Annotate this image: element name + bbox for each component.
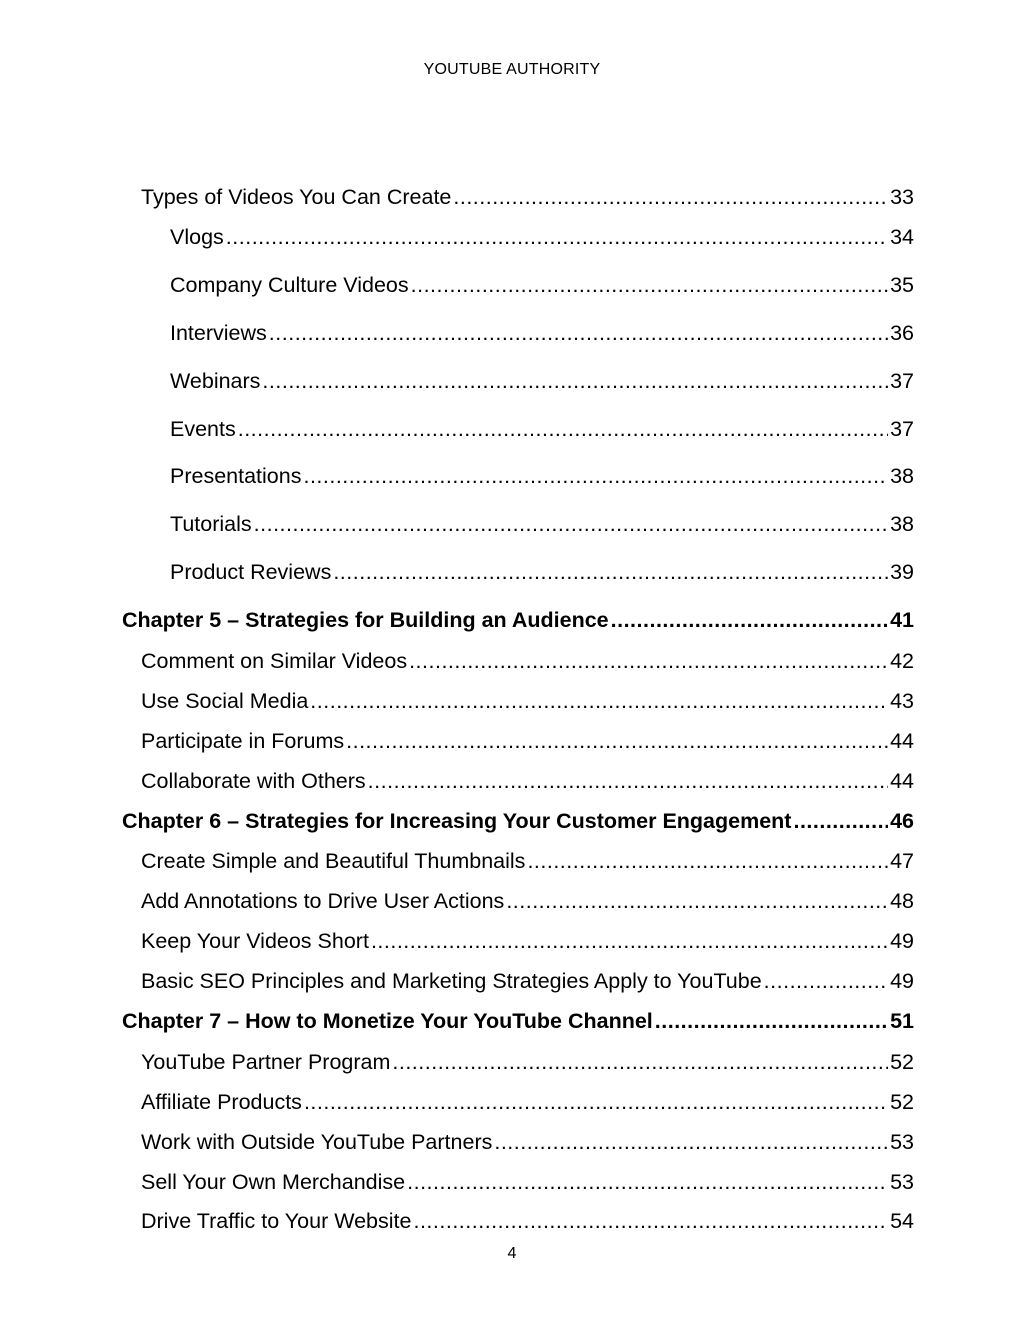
- toc-leader-dots: [409, 648, 888, 674]
- toc-leader-dots: [269, 320, 888, 346]
- toc-entry-title: Company Culture Videos: [170, 273, 409, 297]
- toc-entry[interactable]: [170, 416, 914, 442]
- toc-entry-title: Basic SEO Principles and Marketing Strategies Apply to YouTube: [141, 969, 762, 993]
- toc-entry-page: 37: [890, 417, 914, 441]
- toc-entry-page: 46: [890, 809, 914, 833]
- toc-entry-title: Presentations: [170, 464, 302, 488]
- toc-leader-dots: [226, 224, 888, 250]
- toc-entry[interactable]: [170, 559, 914, 585]
- page-header: YOUTUBE AUTHORITY: [423, 61, 601, 78]
- toc-chapter-entry[interactable]: [122, 607, 914, 633]
- toc-entry-title: Vlogs: [170, 225, 224, 249]
- toc-leader-dots: [304, 1089, 888, 1115]
- toc-entry-page: 49: [890, 929, 914, 953]
- toc-entry-title: Create Simple and Beautiful Thumbnails: [141, 849, 526, 873]
- toc-entry-page: 49: [890, 969, 914, 993]
- toc-entry-title: Webinars: [170, 369, 261, 393]
- toc-entry[interactable]: [141, 688, 914, 714]
- toc-entry-title: Sell Your Own Merchandise: [141, 1170, 406, 1194]
- toc-leader-dots: [303, 463, 888, 489]
- toc-entry-page: 33: [890, 185, 914, 209]
- toc-entry[interactable]: [141, 648, 914, 674]
- toc-leader-dots: [238, 416, 888, 442]
- toc-entry[interactable]: [141, 968, 914, 994]
- toc-leader-dots: [346, 728, 888, 754]
- toc-entry[interactable]: [170, 463, 914, 489]
- toc-entry-page: 53: [890, 1170, 914, 1194]
- toc-entry-title: Affiliate Products: [141, 1090, 302, 1114]
- toc-entry-title: Events: [170, 417, 236, 441]
- toc-leader-dots: [371, 928, 888, 954]
- toc-leader-dots: [310, 688, 888, 714]
- toc-entry-page: 35: [890, 273, 914, 297]
- toc-entry-title: YouTube Partner Program: [141, 1050, 391, 1074]
- toc-entry-title: Keep Your Videos Short: [141, 929, 369, 953]
- toc-entry-title: Work with Outside YouTube Partners: [141, 1130, 493, 1154]
- toc-entry[interactable]: [141, 768, 914, 794]
- toc-entry-page: 53: [890, 1130, 914, 1154]
- toc-entry-page: 41: [890, 608, 914, 632]
- toc-leader-dots: [527, 848, 888, 874]
- toc-entry-title: Comment on Similar Videos: [141, 649, 408, 673]
- toc-leader-dots: [407, 1169, 888, 1195]
- toc-entry-page: 52: [890, 1050, 914, 1074]
- toc-entry-page: 36: [890, 321, 914, 345]
- toc-leader-dots: [368, 768, 888, 794]
- toc-entry-page: 47: [890, 849, 914, 873]
- toc-entry-page: 51: [890, 1009, 914, 1033]
- toc-entry-page: 38: [890, 464, 914, 488]
- toc-entry-page: 54: [890, 1209, 914, 1233]
- toc-leader-dots: [494, 1129, 888, 1155]
- toc-leader-dots: [333, 559, 888, 585]
- toc-entry-title: Use Social Media: [141, 689, 309, 713]
- toc-leader-dots: [793, 808, 888, 834]
- toc-entry-page: 44: [890, 729, 914, 753]
- toc-entry-page: 43: [890, 689, 914, 713]
- toc-leader-dots: [611, 607, 888, 633]
- toc-leader-dots: [411, 272, 888, 298]
- toc-entry[interactable]: [141, 848, 914, 874]
- toc-entry-title: Product Reviews: [170, 560, 332, 584]
- toc-entry[interactable]: [170, 368, 914, 394]
- page-number: 4: [507, 1245, 517, 1262]
- toc-leader-dots: [453, 184, 888, 210]
- toc-entry[interactable]: [170, 320, 914, 346]
- toc-entry-title: Chapter 6 – Strategies for Increasing Your Customer Engagement: [122, 809, 792, 833]
- toc-entry[interactable]: [141, 888, 914, 914]
- toc-entry-title: Participate in Forums: [141, 729, 345, 753]
- toc-leader-dots: [254, 511, 888, 537]
- toc-entry-page: 38: [890, 512, 914, 536]
- toc-entry-page: 37: [890, 369, 914, 393]
- toc-entry[interactable]: [141, 184, 914, 210]
- toc-entry[interactable]: [141, 1089, 914, 1115]
- toc-entry[interactable]: [170, 224, 914, 250]
- toc-entry[interactable]: [141, 1208, 914, 1234]
- toc-leader-dots: [506, 888, 888, 914]
- toc-entry-page: 48: [890, 889, 914, 913]
- toc-entry-title: Add Annotations to Drive User Actions: [141, 889, 505, 913]
- toc-entry-page: 42: [890, 649, 914, 673]
- toc-entry[interactable]: [170, 272, 914, 298]
- toc-entry[interactable]: [141, 1129, 914, 1155]
- toc-entry-title: Collaborate with Others: [141, 769, 366, 793]
- toc-entry-page: 52: [890, 1090, 914, 1114]
- toc-entry-title: Chapter 5 – Strategies for Building an Audience: [122, 608, 609, 632]
- toc-entry-page: 34: [890, 225, 914, 249]
- toc-entry[interactable]: [141, 928, 914, 954]
- toc-entry-page: 44: [890, 769, 914, 793]
- toc-entry-title: Drive Traffic to Your Website: [141, 1209, 412, 1233]
- toc-chapter-entry[interactable]: [122, 1008, 914, 1034]
- toc-leader-dots: [262, 368, 888, 394]
- toc-entry-page: 39: [890, 560, 914, 584]
- toc-leader-dots: [392, 1049, 888, 1075]
- toc-entry-title: Types of Videos You Can Create: [141, 185, 452, 209]
- toc-entry[interactable]: [141, 1169, 914, 1195]
- toc-entry-title: Chapter 7 – How to Monetize Your YouTube Channel: [122, 1009, 653, 1033]
- toc-entry-title: Tutorials: [170, 512, 252, 536]
- toc-entry[interactable]: [170, 511, 914, 537]
- toc-entry[interactable]: [141, 728, 914, 754]
- toc-leader-dots: [413, 1208, 888, 1234]
- toc-entry-title: Interviews: [170, 321, 267, 345]
- toc-chapter-entry[interactable]: [122, 808, 914, 834]
- toc-leader-dots: [655, 1008, 888, 1034]
- toc-entry[interactable]: [141, 1049, 914, 1075]
- toc-leader-dots: [764, 968, 888, 994]
